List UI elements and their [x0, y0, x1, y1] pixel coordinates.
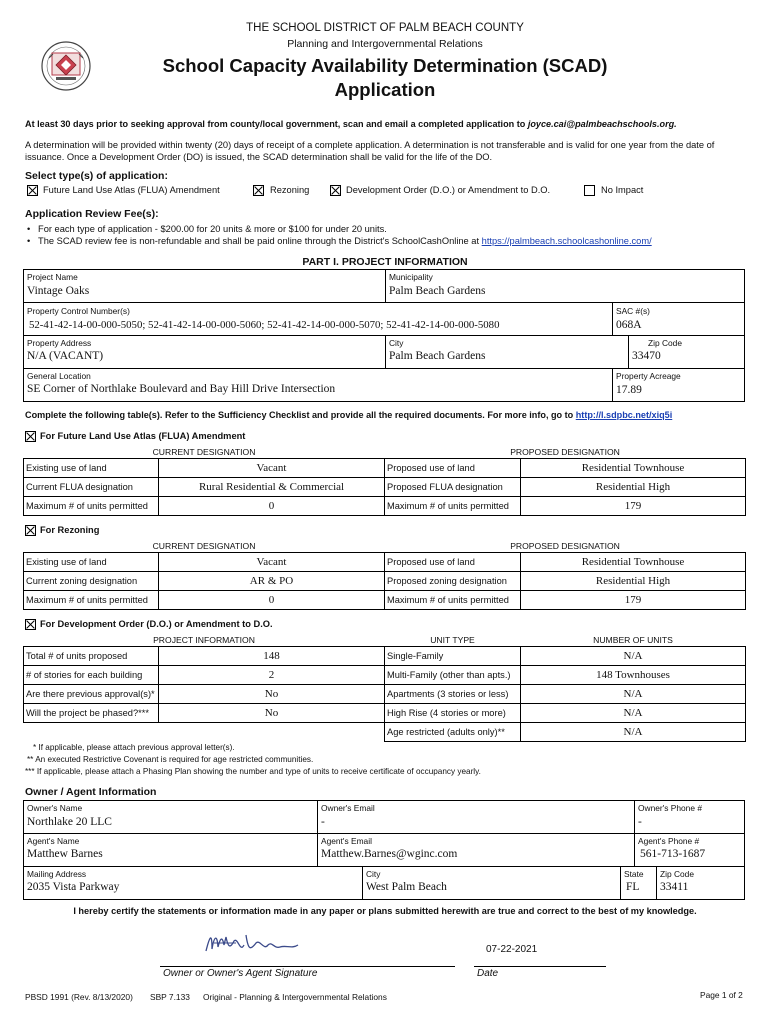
do-stories-field[interactable]: 2 — [159, 666, 385, 685]
flua-current-designation-label: Current FLUA designation — [24, 478, 159, 497]
rezoning-section-checkbox[interactable] — [25, 525, 36, 536]
sac-label: SAC #(s) — [616, 306, 650, 316]
agent-phone-label: Agent's Phone # — [638, 836, 700, 846]
flua-current-max-units-label: Maximum # of units permitted — [24, 497, 159, 516]
municipality-field[interactable]: Palm Beach Gardens — [389, 285, 486, 297]
do-high-rise-label: High Rise (4 stories or more) — [385, 704, 521, 723]
owner-phone-label: Owner's Phone # — [638, 803, 702, 813]
do-apartments-field[interactable]: N/A — [521, 685, 746, 704]
project-name-label: Project Name — [27, 272, 78, 282]
rezoning-proposed-max-units-field[interactable]: 179 — [521, 591, 746, 610]
flua-proposed-header: PROPOSED DESIGNATION — [385, 446, 746, 459]
flua-existing-use-field[interactable]: Vacant — [159, 459, 385, 478]
application-type-heading: Select type(s) of application: — [25, 170, 168, 182]
sbp-number: SBP 7.133 — [150, 992, 190, 1002]
do-total-units-label: Total # of units proposed — [24, 647, 159, 666]
do-number-header: NUMBER OF UNITS — [521, 634, 746, 647]
tables-instructions: Complete the following table(s). Refer to the Sufficiency Checklist and provide all the required documents. For more info, go to http://l.sdpbc.net/xiq5i — [25, 410, 673, 420]
do-phased-field[interactable]: No — [159, 704, 385, 723]
pcn-field[interactable]: 52-41-42-14-00-000-5050; 52-41-42-14-00-000-5060; 52-41-42-14-00-000-5070; 52-41-42-14-00-000-5080 — [29, 319, 500, 331]
owner-name-label: Owner's Name — [27, 803, 83, 813]
rezoning-proposed-use-field[interactable]: Residential Townhouse — [521, 553, 746, 572]
general-location-field[interactable]: SE Corner of Northlake Boulevard and Bay Hill Drive Intersection — [27, 383, 336, 395]
do-stories-label: # of stories for each building — [24, 666, 159, 685]
table-row — [24, 591, 746, 610]
table-row — [24, 497, 746, 516]
agent-name-label: Agent's Name — [27, 836, 80, 846]
mailing-address-label: Mailing Address — [27, 869, 87, 879]
property-address-label: Property Address — [27, 338, 92, 348]
do-unit-type-header: UNIT TYPE — [385, 634, 521, 647]
table-row — [24, 647, 746, 666]
mailing-city-label: City — [366, 869, 381, 879]
flua-section-heading: For Future Land Use Atlas (FLUA) Amendment — [40, 431, 246, 441]
general-location-label: General Location — [27, 371, 91, 381]
do-section-checkbox[interactable] — [25, 619, 36, 630]
do-apartments-label: Apartments (3 stories or less) — [385, 685, 521, 704]
footnote-3: *** If applicable, please attach a Phasing Plan showing the number and type of units to receive certificate of occupancy yearly. — [25, 767, 481, 776]
flua-current-designation-field[interactable]: Rural Residential & Commercial — [159, 478, 385, 497]
property-city-field[interactable]: Palm Beach Gardens — [389, 350, 486, 362]
flua-proposed-use-label: Proposed use of land — [385, 459, 521, 478]
mailing-city-field[interactable]: West Palm Beach — [366, 881, 447, 893]
mailing-zip-field[interactable]: 33411 — [660, 881, 689, 893]
flua-current-max-units-field[interactable]: 0 — [159, 497, 385, 516]
table-row — [24, 704, 746, 723]
owner-name-field[interactable]: Northlake 20 LLC — [27, 816, 112, 828]
determination-text: A determination will be provided within twenty (20) days of receipt of a complete application. A determination is not transferable and is valid for one year from the date of issuance. Once a Development Order (DO) is issued, the SCAD determination shall be valid for the life of the DO. — [25, 140, 715, 162]
do-multi-family-label: Multi-Family (other than apts.) — [385, 666, 521, 685]
submission-deadline-text: At least 30 days prior to seeking approval from county/local government, scan and email a completed application to — [25, 119, 526, 129]
form-title: School Capacity Availability Determination (SCAD) — [162, 55, 608, 76]
page-number: Page 1 of 2 — [700, 990, 743, 1000]
form-title-line2: Application — [334, 79, 436, 100]
mailing-state-label: State — [624, 869, 644, 879]
do-phased-label: Will the project be phased?*** — [24, 704, 159, 723]
rezoning-proposed-max-units-label: Maximum # of units permitted — [385, 591, 521, 610]
fee-bullet-1: • For each type of application - $200.00 for 20 units & more or $100 for under 20 units. — [27, 224, 387, 234]
flua-existing-use-label: Existing use of land — [24, 459, 159, 478]
do-previous-approvals-field[interactable]: No — [159, 685, 385, 704]
property-zip-field[interactable]: 33470 — [632, 350, 661, 362]
signature-date-field[interactable]: 07-22-2021 — [486, 944, 538, 955]
property-address-field[interactable]: N/A (VACANT) — [27, 350, 104, 362]
flua-type-checkbox[interactable] — [27, 185, 38, 196]
rezoning-table — [23, 540, 746, 610]
rezoning-current-zoning-field[interactable]: AR & PO — [159, 572, 385, 591]
acreage-label: Property Acreage — [616, 371, 681, 381]
flua-current-header: CURRENT DESIGNATION — [24, 446, 385, 459]
do-single-family-label: Single-Family — [385, 647, 521, 666]
project-name-field[interactable]: Vintage Oaks — [27, 285, 90, 297]
rezoning-type-checkbox[interactable] — [253, 185, 264, 196]
property-zip-label: Zip Code — [648, 338, 682, 348]
fee-bullet-2: • The SCAD review fee is non-refundable and shall be paid online through the District's SchoolCashOnline at https://palmbeach.schoolcashonline.com/ — [27, 236, 652, 246]
do-type-checkbox[interactable] — [330, 185, 341, 196]
mailing-state-field[interactable]: FL — [626, 881, 640, 893]
flua-proposed-designation-field[interactable]: Residential High — [521, 478, 746, 497]
rezoning-proposed-header: PROPOSED DESIGNATION — [385, 540, 746, 553]
rezoning-proposed-use-label: Proposed use of land — [385, 553, 521, 572]
owner-email-field[interactable]: - — [321, 816, 325, 828]
flua-section-checkbox[interactable] — [25, 431, 36, 442]
no-impact-label: No Impact — [601, 185, 644, 195]
footnote-1: * If applicable, please attach previous approval letter(s). — [33, 743, 235, 752]
do-multi-family-field[interactable]: 148 Townhouses — [521, 666, 746, 685]
owner-phone-field[interactable]: - — [638, 816, 642, 828]
table-row — [24, 553, 746, 572]
property-city-label: City — [389, 338, 404, 348]
flua-proposed-max-units-field[interactable]: 179 — [521, 497, 746, 516]
district-name: THE SCHOOL DISTRICT OF PALM BEACH COUNTY — [246, 22, 524, 34]
do-previous-approvals-label: Are there previous approval(s)* — [24, 685, 159, 704]
rezoning-proposed-zoning-label: Proposed zoning designation — [385, 572, 521, 591]
owner-email-label: Owner's Email — [321, 803, 375, 813]
no-impact-checkbox[interactable] — [584, 185, 595, 196]
rezoning-current-header: CURRENT DESIGNATION — [24, 540, 385, 553]
municipality-label: Municipality — [389, 272, 433, 282]
sac-field[interactable]: 068A — [616, 319, 642, 331]
rezoning-current-zoning-label: Current zoning designation — [24, 572, 159, 591]
flua-proposed-use-field[interactable]: Residential Townhouse — [521, 459, 746, 478]
signature-label: Owner or Owner's Agent Signature — [163, 968, 318, 979]
do-section-heading: For Development Order (D.O.) or Amendment to D.O. — [40, 619, 273, 629]
acreage-field[interactable]: 17.89 — [616, 384, 642, 396]
table-row — [24, 572, 746, 591]
table-row — [24, 685, 746, 704]
do-table — [23, 634, 746, 742]
pcn-label: Property Control Number(s) — [27, 306, 130, 316]
fee-heading: Application Review Fee(s): — [25, 208, 159, 220]
schoolcash-link[interactable]: https://palmbeach.schoolcashonline.com/ — [481, 236, 652, 246]
department-name: Planning and Intergovernmental Relations — [287, 38, 483, 50]
submission-email[interactable]: joyce.cai@palmbeachschools.org. — [527, 119, 677, 129]
agent-email-field[interactable]: Matthew.Barnes@wginc.com — [321, 848, 458, 860]
rezoning-proposed-zoning-field[interactable]: Residential High — [521, 572, 746, 591]
rezoning-current-max-units-label: Maximum # of units permitted — [24, 591, 159, 610]
signature-image[interactable] — [200, 927, 310, 963]
do-age-restricted-label: Age restricted (adults only)** — [385, 723, 521, 742]
school-district-seal-logo — [40, 40, 92, 92]
table-row — [24, 666, 746, 685]
submission-instructions — [25, 119, 755, 129]
agent-phone-field[interactable]: 561-713-1687 — [640, 848, 706, 860]
do-age-restricted-field[interactable]: N/A — [521, 723, 746, 742]
table-row — [24, 459, 746, 478]
date-label: Date — [477, 968, 499, 979]
rezoning-section-heading: For Rezoning — [40, 525, 100, 535]
distribution-note: Original - Planning & Intergovernmental Relations — [203, 992, 387, 1002]
do-project-header: PROJECT INFORMATION — [24, 634, 385, 647]
table-row — [24, 723, 746, 742]
mailing-zip-label: Zip Code — [660, 869, 694, 879]
do-high-rise-field[interactable]: N/A — [521, 704, 746, 723]
agent-name-field[interactable]: Matthew Barnes — [27, 848, 103, 860]
table-row — [24, 478, 746, 497]
part1-heading: PART I. PROJECT INFORMATION — [302, 256, 468, 268]
rezoning-existing-use-label: Existing use of land — [24, 553, 159, 572]
rezoning-type-label: Rezoning — [270, 185, 310, 195]
flua-proposed-designation-label: Proposed FLUA designation — [385, 478, 521, 497]
owner-agent-heading: Owner / Agent Information — [25, 786, 157, 798]
flua-table — [23, 446, 746, 516]
do-total-units-field[interactable]: 148 — [159, 647, 385, 666]
flua-proposed-max-units-label: Maximum # of units permitted — [385, 497, 521, 516]
flua-type-label: Future Land Use Atlas (FLUA) Amendment — [43, 185, 220, 195]
do-single-family-field[interactable]: N/A — [521, 647, 746, 666]
mailing-address-field[interactable]: 2035 Vista Parkway — [27, 881, 120, 893]
do-type-label: Development Order (D.O.) or Amendment to D.O. — [346, 185, 551, 195]
footnote-2: ** An executed Restrictive Covenant is required for age restricted communities. — [27, 755, 314, 764]
form-number: PBSD 1991 (Rev. 8/13/2020) — [25, 992, 133, 1002]
rezoning-existing-use-field[interactable]: Vacant — [159, 553, 385, 572]
agent-email-label: Agent's Email — [321, 836, 372, 846]
sufficiency-info-link[interactable]: http://l.sdpbc.net/xiq5i — [575, 410, 673, 420]
rezoning-current-max-units-field[interactable]: 0 — [159, 591, 385, 610]
certification-statement: I hereby certify the statements or information made in any paper or plans submitted herewith are true and correct to the best of my knowledge. — [73, 906, 697, 916]
